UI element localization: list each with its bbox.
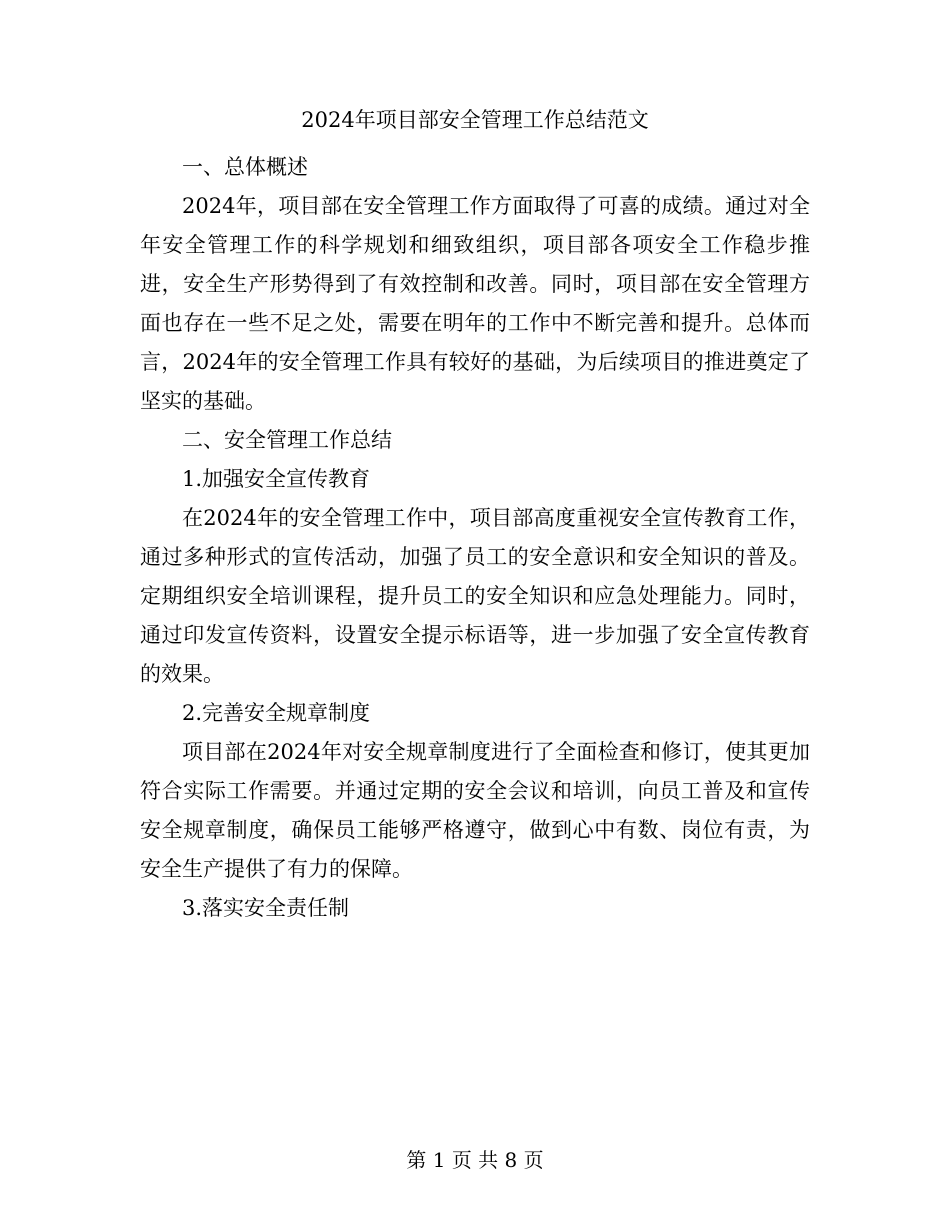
subheading-safety-education: 1.加强安全宣传教育: [182, 467, 371, 491]
section-heading-summary: 二、安全管理工作总结: [182, 428, 392, 452]
document-body: [140, 148, 810, 928]
section-heading-overview: 一、总体概述: [182, 155, 308, 179]
page-number: 第 1 页 共 8 页: [406, 1148, 544, 1172]
paragraph-overview: 2024年，项目部在安全管理工作方面取得了可喜的成绩。通过对全年安全管理工作的科学规划和细致组织，项目部各项安全工作稳步推进，安全生产形势得到了有效控制和改善。同时，项目部在安全管理方面也存在一些不足之处，需要在明年的工作中不断完善和提升。总体而言，2024年的安全管理工作具有较好的基础，为后续项目的推进奠定了坚实的基础。: [140, 194, 810, 413]
paragraph-safety-education: 在2024年的安全管理工作中，项目部高度重视安全宣传教育工作，通过多种形式的宣传活动，加强了员工的安全意识和安全知识的普及。定期组织安全培训课程，提升员工的安全知识和应急处理能力。同时，通过印发宣传资料，设置安全提示标语等，进一步加强了安全宣传教育的效果。: [140, 506, 810, 686]
subheading-safety-regulations: 2.完善安全规章制度: [182, 701, 371, 725]
document-title: 2024年项目部安全管理工作总结范文: [301, 108, 649, 132]
paragraph-safety-regulations: 项目部在2024年对安全规章制度进行了全面检查和修订，使其更加符合实际工作需要。并通过定期的安全会议和培训，向员工普及和宣传安全规章制度，确保员工能够严格遵守，做到心中有数、岗位有责，为安全生产提供了有力的保障。: [140, 740, 810, 881]
subheading-safety-responsibility: 3.落实安全责任制: [182, 896, 350, 920]
